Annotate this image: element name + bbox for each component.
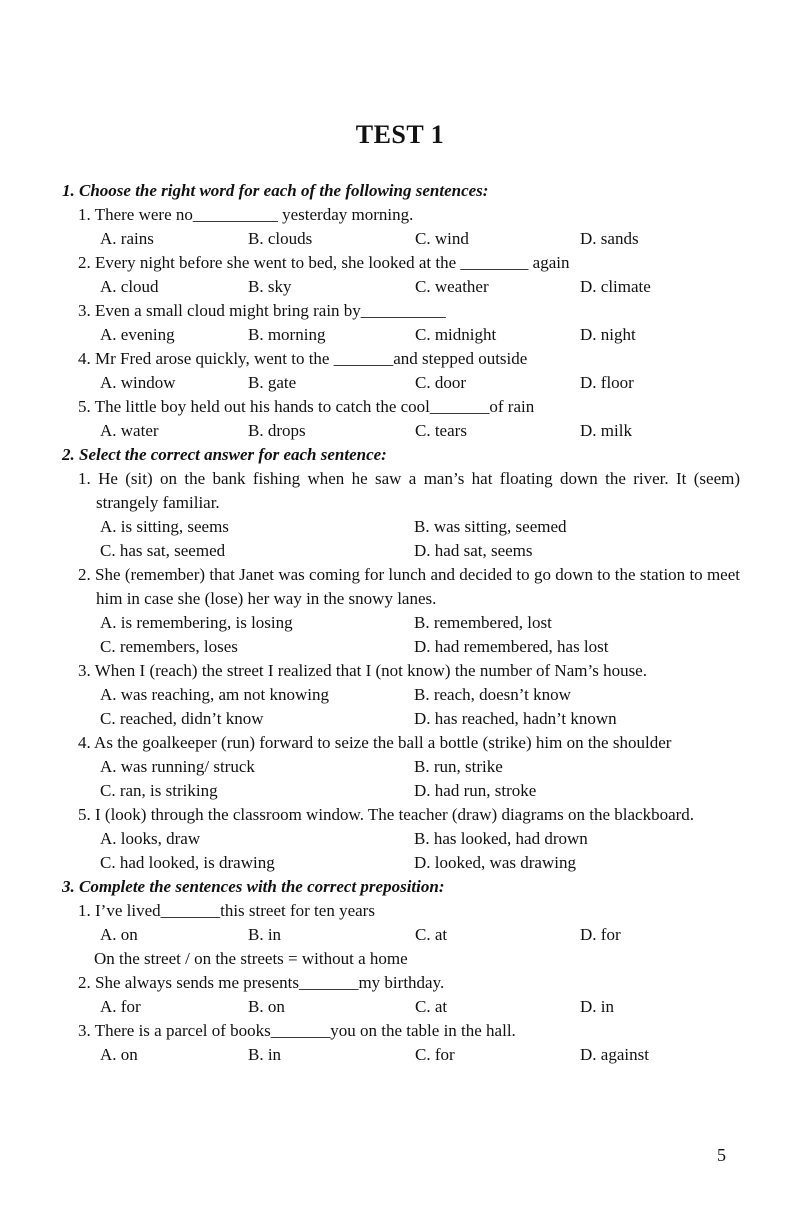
option-d: D. against bbox=[580, 1045, 649, 1064]
question-text: 3. When I (reach) the street I realized that I (not know) the number of Nam’s house. bbox=[78, 661, 647, 680]
question-text: 2. She (remember) that Janet was coming for lunch and decided to go down to the station to meet him in case she (lose) her way in the snowy lanes. bbox=[78, 565, 740, 608]
option-d: D. had run, stroke bbox=[414, 781, 537, 800]
options-row bbox=[100, 611, 744, 659]
option-c: C. reached, didn’t know bbox=[100, 709, 264, 728]
option-a: A. on bbox=[100, 925, 138, 944]
option-c: C. for bbox=[415, 1045, 455, 1064]
options-row bbox=[100, 995, 744, 1019]
option-b: B. sky bbox=[248, 277, 292, 296]
options-row bbox=[100, 323, 744, 347]
question-text: 3. Even a small cloud might bring rain by__________ bbox=[78, 301, 446, 320]
options-row bbox=[100, 1043, 744, 1067]
option-d: D. for bbox=[580, 925, 621, 944]
option-a: A. is sitting, seems bbox=[100, 517, 229, 536]
option-d: D. floor bbox=[580, 373, 634, 392]
option-a: A. was reaching, am not knowing bbox=[100, 685, 329, 704]
option-d: D. had remembered, has lost bbox=[414, 637, 609, 656]
page-number: 5 bbox=[717, 1145, 726, 1165]
option-c: C. has sat, seemed bbox=[100, 541, 226, 560]
options-row bbox=[100, 419, 744, 443]
options-row bbox=[100, 371, 744, 395]
option-a: A. rains bbox=[100, 229, 154, 248]
section-3-heading: 3. Complete the sentences with the correct preposition: bbox=[62, 877, 445, 896]
option-d: D. night bbox=[580, 325, 636, 344]
option-d: D. sands bbox=[580, 229, 639, 248]
option-d: D. climate bbox=[580, 277, 651, 296]
option-a: A. looks, draw bbox=[100, 829, 201, 848]
question-text: 5. I (look) through the classroom window. The teacher (draw) diagrams on the blackboard. bbox=[78, 805, 695, 824]
question-text: 4. Mr Fred arose quickly, went to the _______and stepped outside bbox=[78, 349, 528, 368]
options-row bbox=[100, 827, 744, 875]
option-a: A. cloud bbox=[100, 277, 159, 296]
option-b: B. on bbox=[248, 997, 285, 1016]
question-text: 2. She always sends me presents_______my birthday. bbox=[78, 973, 445, 992]
option-c: C. ran, is striking bbox=[100, 781, 218, 800]
question-text: 2. Every night before she went to bed, she looked at the ________ again bbox=[78, 253, 570, 272]
option-c: C. tears bbox=[415, 421, 467, 440]
option-d: D. had sat, seems bbox=[414, 541, 533, 560]
page-content bbox=[0, 179, 800, 1067]
option-b: B. gate bbox=[248, 373, 297, 392]
question-text: 1. I’ve lived_______this street for ten years bbox=[78, 901, 375, 920]
option-b: B. in bbox=[248, 1045, 282, 1064]
option-a: A. evening bbox=[100, 325, 175, 344]
option-a: A. window bbox=[100, 373, 176, 392]
option-c: C. at bbox=[415, 997, 448, 1016]
question-text: 1. He (sit) on the bank fishing when he saw a man’s hat floating down the river. It (seem) strangely familiar. bbox=[78, 469, 740, 512]
options-row bbox=[100, 683, 744, 731]
options-row bbox=[100, 275, 744, 299]
option-b: B. reach, doesn’t know bbox=[414, 685, 571, 704]
question-text: 3. There is a parcel of books_______you on the table in the hall. bbox=[78, 1021, 516, 1040]
options-row bbox=[100, 755, 744, 803]
option-b: B. was sitting, seemed bbox=[414, 517, 567, 536]
option-b: B. in bbox=[248, 925, 282, 944]
option-d: D. has reached, hadn’t known bbox=[414, 709, 617, 728]
option-c: C. wind bbox=[415, 229, 469, 248]
option-d: D. milk bbox=[580, 421, 632, 440]
option-a: A. for bbox=[100, 997, 141, 1016]
option-c: C. door bbox=[415, 373, 466, 392]
option-a: A. is remembering, is losing bbox=[100, 613, 293, 632]
option-a: A. was running/ struck bbox=[100, 757, 255, 776]
option-d: D. in bbox=[580, 997, 614, 1016]
test-title: TEST 1 bbox=[355, 120, 445, 149]
options-row bbox=[100, 923, 744, 947]
option-b: B. drops bbox=[248, 421, 306, 440]
option-b: B. clouds bbox=[248, 229, 313, 248]
option-d: D. looked, was drawing bbox=[414, 853, 576, 872]
option-c: C. at bbox=[415, 925, 448, 944]
question-text: 1. There were no__________ yesterday morning. bbox=[78, 205, 414, 224]
option-c: C. midnight bbox=[415, 325, 497, 344]
question-note: On the street / on the streets = without a home bbox=[94, 949, 408, 968]
option-c: C. weather bbox=[415, 277, 489, 296]
question-text: 5. The little boy held out his hands to catch the cool_______of rain bbox=[78, 397, 535, 416]
option-a: A. water bbox=[100, 421, 159, 440]
option-b: B. run, strike bbox=[414, 757, 503, 776]
option-c: C. remembers, loses bbox=[100, 637, 238, 656]
options-row bbox=[100, 515, 744, 563]
section-2-heading: 2. Select the correct answer for each sentence: bbox=[62, 445, 387, 464]
option-c: C. had looked, is drawing bbox=[100, 853, 275, 872]
option-a: A. on bbox=[100, 1045, 138, 1064]
section-1-heading: 1. Choose the right word for each of the following sentences: bbox=[62, 181, 489, 200]
options-row bbox=[100, 227, 744, 251]
option-b: B. remembered, lost bbox=[414, 613, 552, 632]
option-b: B. has looked, had drown bbox=[414, 829, 588, 848]
option-b: B. morning bbox=[248, 325, 326, 344]
question-text: 4. As the goalkeeper (run) forward to seize the ball a bottle (strike) him on the shoulder bbox=[78, 733, 672, 752]
